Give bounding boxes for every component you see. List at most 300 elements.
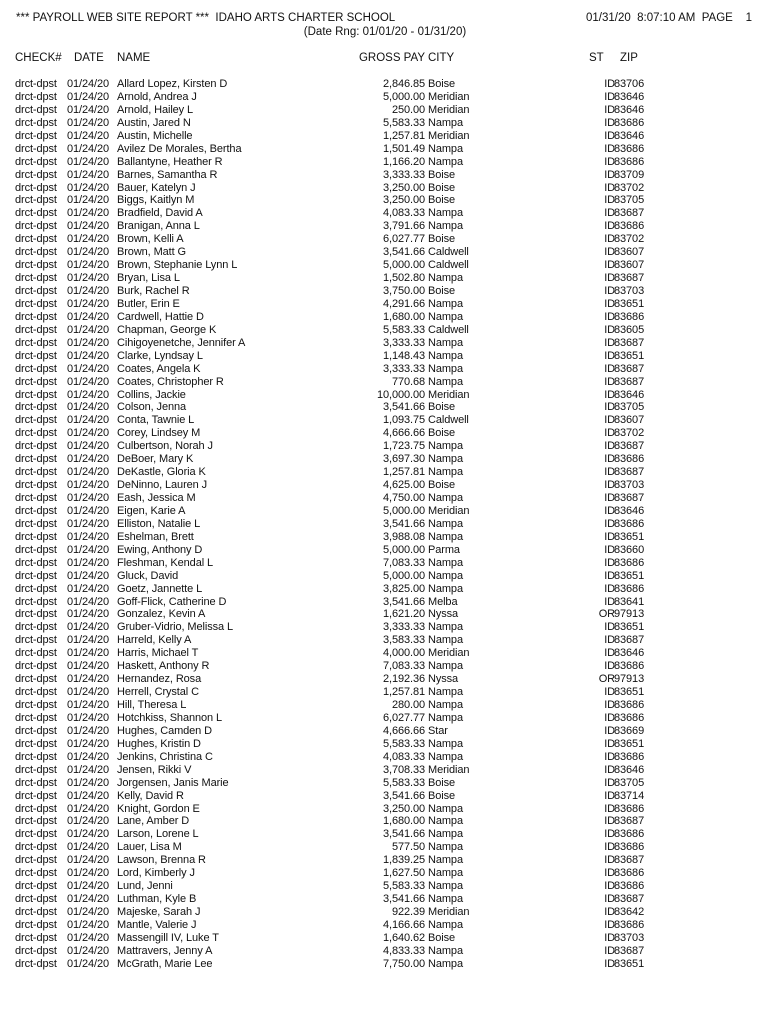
- cell-employee-name: Burk, Rachel R: [117, 285, 190, 297]
- cell-check-number: drct-dpst: [15, 259, 57, 272]
- report-date-range: (Date Rng: 01/01/20 - 01/31/20): [303, 26, 467, 38]
- cell-employee-name: Cardwell, Hattie D: [117, 310, 204, 323]
- table-row: [0, 531, 770, 544]
- cell-state: ID: [604, 867, 615, 880]
- cell-gross-pay: 1,723.75: [382, 440, 425, 453]
- table-row: [0, 790, 770, 803]
- cell-check-date: 01/24/20: [67, 168, 110, 181]
- table-row: [0, 906, 770, 919]
- cell-check-number: drct-dpst: [15, 272, 57, 285]
- cell-employee-name: Bauer, Katelyn J: [117, 181, 196, 194]
- cell-check-date: 01/24/20: [67, 931, 110, 944]
- cell-city: Meridian: [428, 647, 470, 660]
- cell-state: ID: [604, 504, 615, 517]
- table-row: [0, 401, 770, 414]
- cell-gross-pay: 1,680.00: [382, 815, 425, 828]
- cell-city: Nampa: [428, 362, 463, 375]
- cell-state: ID: [604, 789, 615, 802]
- cell-employee-name: Mattravers, Jenny A: [117, 944, 213, 957]
- cell-city: Nampa: [428, 310, 463, 323]
- cell-city: Boise: [428, 194, 456, 207]
- cell-gross-pay: 4,666.66: [382, 724, 425, 737]
- cell-employee-name: Kelly, David R: [117, 789, 184, 802]
- cell-state: ID: [604, 129, 615, 142]
- report-title: *** PAYROLL WEB SITE REPORT *** IDAHO ARTS CHARTER SCHOOL: [16, 12, 396, 24]
- cell-check-date: 01/24/20: [67, 828, 110, 841]
- cell-check-number: drct-dpst: [15, 310, 57, 323]
- cell-check-number: drct-dpst: [15, 776, 57, 789]
- table-row: [0, 815, 770, 828]
- cell-gross-pay: 10,000.00: [376, 388, 425, 401]
- cell-employee-name: Cihigoyenetche, Jennifer A: [117, 336, 246, 349]
- cell-employee-name: Biggs, Kaitlyn M: [117, 194, 195, 207]
- cell-check-number: drct-dpst: [15, 582, 57, 595]
- cell-city: Nampa: [428, 272, 463, 285]
- cell-check-number: drct-dpst: [15, 155, 57, 168]
- cell-zip: 83686: [614, 867, 645, 880]
- cell-check-number: drct-dpst: [15, 479, 57, 492]
- cell-city: Nampa: [428, 440, 463, 453]
- cell-zip: 97913: [614, 608, 645, 621]
- cell-employee-name: Lawson, Brenna R: [117, 854, 206, 867]
- cell-city: Nampa: [428, 517, 463, 530]
- cell-zip: 83646: [614, 103, 645, 116]
- cell-check-date: 01/24/20: [67, 854, 110, 867]
- cell-zip: 83686: [614, 660, 645, 673]
- cell-check-date: 01/24/20: [67, 944, 110, 957]
- cell-employee-name: Goff-Flick, Catherine D: [117, 595, 227, 608]
- cell-check-date: 01/24/20: [67, 543, 110, 556]
- cell-city: Nampa: [428, 660, 463, 673]
- table-row: [0, 505, 770, 518]
- cell-check-date: 01/24/20: [67, 220, 110, 233]
- cell-gross-pay: 5,000.00: [382, 90, 425, 103]
- table-row: [0, 712, 770, 725]
- table-row: [0, 453, 770, 466]
- table-row: [0, 233, 770, 246]
- cell-employee-name: Harris, Michael T: [117, 647, 199, 660]
- cell-gross-pay: 250.00: [391, 103, 425, 116]
- cell-gross-pay: 3,750.00: [382, 285, 425, 297]
- table-row: [0, 479, 770, 492]
- cell-gross-pay: 3,541.66: [382, 401, 425, 414]
- table-row: [0, 945, 770, 958]
- cell-zip: 83686: [614, 699, 645, 711]
- cell-check-number: drct-dpst: [15, 880, 57, 893]
- cell-state: ID: [604, 168, 615, 181]
- cell-check-date: 01/24/20: [67, 763, 110, 776]
- cell-check-date: 01/24/20: [67, 349, 110, 362]
- cell-city: Nampa: [428, 453, 463, 466]
- cell-check-date: 01/24/20: [67, 906, 110, 918]
- cell-check-date: 01/24/20: [67, 673, 110, 686]
- cell-check-number: drct-dpst: [15, 660, 57, 673]
- cell-gross-pay: 7,750.00: [382, 957, 425, 970]
- cell-state: ID: [604, 595, 615, 608]
- cell-state: ID: [604, 375, 615, 388]
- cell-gross-pay: 4,666.66: [382, 427, 425, 440]
- cell-zip: 83686: [614, 142, 645, 155]
- table-row: [0, 466, 770, 479]
- table-row: [0, 414, 770, 427]
- cell-zip: 83705: [614, 194, 645, 207]
- cell-state: ID: [604, 556, 615, 569]
- table-row: [0, 867, 770, 880]
- cell-city: Nampa: [428, 569, 463, 582]
- cell-city: Boise: [428, 789, 456, 802]
- cell-state: ID: [604, 401, 615, 414]
- cell-city: Nampa: [428, 711, 463, 724]
- cell-employee-name: Eshelman, Brett: [117, 530, 194, 543]
- cell-employee-name: Hughes, Kristin D: [117, 737, 201, 750]
- table-row: [0, 298, 770, 311]
- cell-city: Caldwell: [428, 414, 469, 427]
- cell-state: ID: [604, 931, 615, 944]
- cell-employee-name: McGrath, Marie Lee: [117, 957, 213, 970]
- table-row: [0, 634, 770, 647]
- cell-zip: 83687: [614, 207, 645, 220]
- table-row: [0, 272, 770, 285]
- table-row: [0, 311, 770, 324]
- cell-check-date: 01/24/20: [67, 453, 110, 466]
- cell-check-number: drct-dpst: [15, 737, 57, 750]
- table-row: [0, 738, 770, 751]
- cell-gross-pay: 3,541.66: [382, 828, 425, 841]
- cell-city: Nampa: [428, 492, 463, 504]
- cell-check-date: 01/24/20: [67, 479, 110, 492]
- cell-gross-pay: 3,541.66: [382, 789, 425, 802]
- cell-check-date: 01/24/20: [67, 556, 110, 569]
- cell-employee-name: Gruber-Vidrio, Melissa L: [117, 621, 233, 634]
- table-row: [0, 751, 770, 764]
- cell-gross-pay: 5,000.00: [382, 543, 425, 556]
- column-header-check: CHECK#: [15, 52, 62, 64]
- cell-check-number: drct-dpst: [15, 944, 57, 957]
- cell-employee-name: Larson, Lorene L: [117, 828, 199, 841]
- cell-gross-pay: 3,988.08: [382, 530, 425, 543]
- cell-state: ID: [604, 479, 615, 492]
- cell-check-number: drct-dpst: [15, 194, 57, 207]
- cell-zip: 83686: [614, 880, 645, 893]
- cell-state: ID: [604, 142, 615, 155]
- cell-check-number: drct-dpst: [15, 686, 57, 699]
- cell-employee-name: Elliston, Natalie L: [117, 517, 201, 530]
- cell-city: Meridian: [428, 763, 470, 776]
- cell-check-date: 01/24/20: [67, 272, 110, 285]
- cell-check-number: drct-dpst: [15, 699, 57, 711]
- cell-check-date: 01/24/20: [67, 608, 110, 621]
- cell-employee-name: Bradfield, David A: [117, 207, 203, 220]
- cell-check-date: 01/24/20: [67, 711, 110, 724]
- cell-city: Nampa: [428, 944, 463, 957]
- cell-check-date: 01/24/20: [67, 660, 110, 673]
- cell-check-date: 01/24/20: [67, 194, 110, 207]
- cell-zip: 83642: [614, 906, 645, 918]
- cell-check-number: drct-dpst: [15, 90, 57, 103]
- cell-check-number: drct-dpst: [15, 323, 57, 336]
- cell-state: ID: [604, 699, 615, 711]
- cell-gross-pay: 3,791.66: [382, 220, 425, 233]
- cell-gross-pay: 5,583.33: [382, 880, 425, 893]
- cell-check-date: 01/24/20: [67, 440, 110, 453]
- cell-city: Caldwell: [428, 246, 469, 259]
- cell-gross-pay: 3,541.66: [382, 246, 425, 259]
- cell-check-number: drct-dpst: [15, 854, 57, 867]
- cell-employee-name: Branigan, Anna L: [117, 220, 200, 233]
- cell-state: ID: [604, 466, 615, 479]
- cell-city: Boise: [428, 401, 456, 414]
- cell-check-number: drct-dpst: [15, 168, 57, 181]
- cell-state: OR: [598, 673, 615, 686]
- cell-state: ID: [604, 944, 615, 957]
- cell-city: Meridian: [428, 906, 470, 918]
- cell-check-date: 01/24/20: [67, 918, 110, 931]
- cell-city: Boise: [428, 78, 456, 90]
- cell-check-date: 01/24/20: [67, 569, 110, 582]
- cell-gross-pay: 922.39: [391, 906, 425, 918]
- cell-employee-name: Lauer, Lisa M: [117, 841, 182, 854]
- cell-state: ID: [604, 957, 615, 970]
- cell-check-number: drct-dpst: [15, 802, 57, 815]
- cell-state: ID: [604, 336, 615, 349]
- cell-gross-pay: 1,501.49: [382, 142, 425, 155]
- cell-zip: 83687: [614, 336, 645, 349]
- cell-employee-name: Chapman, George K: [117, 323, 217, 336]
- cell-city: Nampa: [428, 802, 463, 815]
- cell-zip: 83686: [614, 828, 645, 841]
- cell-city: Caldwell: [428, 323, 469, 336]
- cell-check-date: 01/24/20: [67, 750, 110, 763]
- cell-check-number: drct-dpst: [15, 595, 57, 608]
- cell-check-number: drct-dpst: [15, 763, 57, 776]
- cell-zip: 83703: [614, 479, 645, 492]
- cell-state: ID: [604, 854, 615, 867]
- cell-check-number: drct-dpst: [15, 750, 57, 763]
- table-row: [0, 324, 770, 337]
- cell-check-date: 01/24/20: [67, 427, 110, 440]
- table-row: [0, 156, 770, 169]
- cell-gross-pay: 4,083.33: [382, 750, 425, 763]
- cell-state: ID: [604, 569, 615, 582]
- cell-gross-pay: 5,583.33: [382, 323, 425, 336]
- cell-check-date: 01/24/20: [67, 285, 110, 297]
- table-row: [0, 841, 770, 854]
- cell-city: Nampa: [428, 220, 463, 233]
- table-row: [0, 220, 770, 233]
- cell-zip: 83646: [614, 129, 645, 142]
- cell-city: Parma: [428, 543, 460, 556]
- cell-state: ID: [604, 647, 615, 660]
- cell-check-number: drct-dpst: [15, 129, 57, 142]
- cell-employee-name: Eash, Jessica M: [117, 492, 196, 504]
- cell-check-number: drct-dpst: [15, 634, 57, 647]
- cell-zip: 83651: [614, 530, 645, 543]
- column-header-city: CITY: [428, 52, 455, 64]
- cell-city: Boise: [428, 168, 456, 181]
- cell-zip: 83687: [614, 375, 645, 388]
- table-row: [0, 647, 770, 660]
- cell-employee-name: DeNinno, Lauren J: [117, 479, 208, 492]
- cell-check-number: drct-dpst: [15, 401, 57, 414]
- cell-employee-name: Massengill IV, Luke T: [117, 931, 219, 944]
- cell-state: ID: [604, 763, 615, 776]
- cell-check-date: 01/24/20: [67, 181, 110, 194]
- cell-gross-pay: 1,680.00: [382, 310, 425, 323]
- cell-check-number: drct-dpst: [15, 375, 57, 388]
- cell-city: Melba: [428, 595, 458, 608]
- cell-zip: 83646: [614, 504, 645, 517]
- cell-check-date: 01/24/20: [67, 776, 110, 789]
- cell-city: Nampa: [428, 841, 463, 854]
- cell-check-number: drct-dpst: [15, 78, 57, 90]
- cell-employee-name: Bryan, Lisa L: [117, 272, 180, 285]
- cell-employee-name: Gonzalez, Kevin A: [117, 608, 206, 621]
- cell-check-date: 01/24/20: [67, 957, 110, 970]
- cell-employee-name: Corey, Lindsey M: [117, 427, 201, 440]
- cell-state: ID: [604, 103, 615, 116]
- cell-check-date: 01/24/20: [67, 388, 110, 401]
- cell-check-number: drct-dpst: [15, 440, 57, 453]
- cell-check-number: drct-dpst: [15, 297, 57, 310]
- cell-zip: 83687: [614, 893, 645, 906]
- table-row: [0, 932, 770, 945]
- cell-check-date: 01/24/20: [67, 686, 110, 699]
- cell-state: ID: [604, 362, 615, 375]
- cell-check-number: drct-dpst: [15, 362, 57, 375]
- cell-employee-name: Ewing, Anthony D: [117, 543, 203, 556]
- table-row: [0, 169, 770, 182]
- table-row: [0, 182, 770, 195]
- cell-gross-pay: 1,166.20: [382, 155, 425, 168]
- cell-check-date: 01/24/20: [67, 414, 110, 427]
- cell-employee-name: Barnes, Samantha R: [117, 168, 218, 181]
- cell-state: ID: [604, 388, 615, 401]
- cell-gross-pay: 1,627.50: [382, 867, 425, 880]
- cell-employee-name: Knight, Gordon E: [117, 802, 200, 815]
- cell-zip: 83651: [614, 621, 645, 634]
- cell-check-date: 01/24/20: [67, 582, 110, 595]
- table-row: [0, 337, 770, 350]
- cell-city: Nampa: [428, 116, 463, 129]
- cell-employee-name: Avilez De Morales, Bertha: [117, 142, 242, 155]
- cell-check-number: drct-dpst: [15, 789, 57, 802]
- cell-employee-name: Clarke, Lyndsay L: [117, 349, 203, 362]
- cell-gross-pay: 3,333.33: [382, 336, 425, 349]
- cell-gross-pay: 3,333.33: [382, 621, 425, 634]
- cell-check-date: 01/24/20: [67, 207, 110, 220]
- cell-city: Nampa: [428, 854, 463, 867]
- cell-city: Boise: [428, 479, 456, 492]
- cell-check-number: drct-dpst: [15, 931, 57, 944]
- cell-employee-name: Brown, Stephanie Lynn L: [117, 259, 238, 272]
- cell-state: ID: [604, 880, 615, 893]
- table-row: [0, 673, 770, 686]
- cell-check-date: 01/24/20: [67, 724, 110, 737]
- cell-check-date: 01/24/20: [67, 699, 110, 711]
- cell-gross-pay: 1,621.20: [382, 608, 425, 621]
- cell-gross-pay: 7,083.33: [382, 660, 425, 673]
- cell-check-number: drct-dpst: [15, 543, 57, 556]
- cell-check-date: 01/24/20: [67, 789, 110, 802]
- cell-employee-name: Hernandez, Rosa: [117, 673, 202, 686]
- table-row: [0, 143, 770, 156]
- cell-check-date: 01/24/20: [67, 815, 110, 828]
- cell-zip: 83686: [614, 918, 645, 931]
- cell-city: Boise: [428, 233, 456, 246]
- cell-zip: 83702: [614, 427, 645, 440]
- cell-city: Nampa: [428, 815, 463, 828]
- cell-state: ID: [604, 246, 615, 259]
- table-row: [0, 828, 770, 841]
- cell-check-number: drct-dpst: [15, 246, 57, 259]
- table-row: [0, 259, 770, 272]
- cell-city: Nampa: [428, 142, 463, 155]
- table-row: [0, 621, 770, 634]
- table-row: [0, 803, 770, 816]
- cell-gross-pay: 3,333.33: [382, 362, 425, 375]
- cell-zip: 83706: [614, 78, 645, 90]
- table-row: [0, 544, 770, 557]
- cell-check-date: 01/24/20: [67, 841, 110, 854]
- cell-check-date: 01/24/20: [67, 595, 110, 608]
- payroll-table-body: [0, 78, 770, 971]
- cell-zip: 83686: [614, 802, 645, 815]
- cell-check-number: drct-dpst: [15, 103, 57, 116]
- cell-state: ID: [604, 78, 615, 90]
- cell-state: ID: [604, 414, 615, 427]
- table-row: [0, 246, 770, 259]
- cell-check-date: 01/24/20: [67, 802, 110, 815]
- cell-state: ID: [604, 724, 615, 737]
- cell-check-date: 01/24/20: [67, 504, 110, 517]
- cell-state: ID: [604, 310, 615, 323]
- cell-gross-pay: 1,640.62: [382, 931, 425, 944]
- cell-check-number: drct-dpst: [15, 233, 57, 246]
- cell-employee-name: Brown, Kelli A: [117, 233, 184, 246]
- table-row: [0, 583, 770, 596]
- cell-employee-name: Hughes, Camden D: [117, 724, 213, 737]
- cell-city: Nampa: [428, 349, 463, 362]
- cell-employee-name: Austin, Jared N: [117, 116, 191, 129]
- cell-state: ID: [604, 918, 615, 931]
- cell-check-number: drct-dpst: [15, 828, 57, 841]
- cell-employee-name: Jorgensen, Janis Marie: [117, 776, 229, 789]
- cell-state: ID: [604, 517, 615, 530]
- cell-city: Nampa: [428, 155, 463, 168]
- cell-zip: 83687: [614, 440, 645, 453]
- cell-check-date: 01/24/20: [67, 142, 110, 155]
- cell-state: ID: [604, 259, 615, 272]
- cell-gross-pay: 3,541.66: [382, 893, 425, 906]
- cell-zip: 83703: [614, 285, 645, 297]
- cell-zip: 83687: [614, 272, 645, 285]
- cell-employee-name: Lord, Kimberly J: [117, 867, 195, 880]
- cell-zip: 83687: [614, 815, 645, 828]
- cell-gross-pay: 5,000.00: [382, 569, 425, 582]
- cell-state: ID: [604, 621, 615, 634]
- cell-zip: 83605: [614, 323, 645, 336]
- cell-gross-pay: 3,583.33: [382, 634, 425, 647]
- cell-state: ID: [604, 207, 615, 220]
- cell-employee-name: DeKastle, Gloria K: [117, 466, 206, 479]
- cell-check-date: 01/24/20: [67, 647, 110, 660]
- cell-zip: 83705: [614, 776, 645, 789]
- cell-zip: 83709: [614, 168, 645, 181]
- cell-city: Nampa: [428, 207, 463, 220]
- table-row: [0, 194, 770, 207]
- cell-employee-name: Hotchkiss, Shannon L: [117, 711, 223, 724]
- cell-check-number: drct-dpst: [15, 466, 57, 479]
